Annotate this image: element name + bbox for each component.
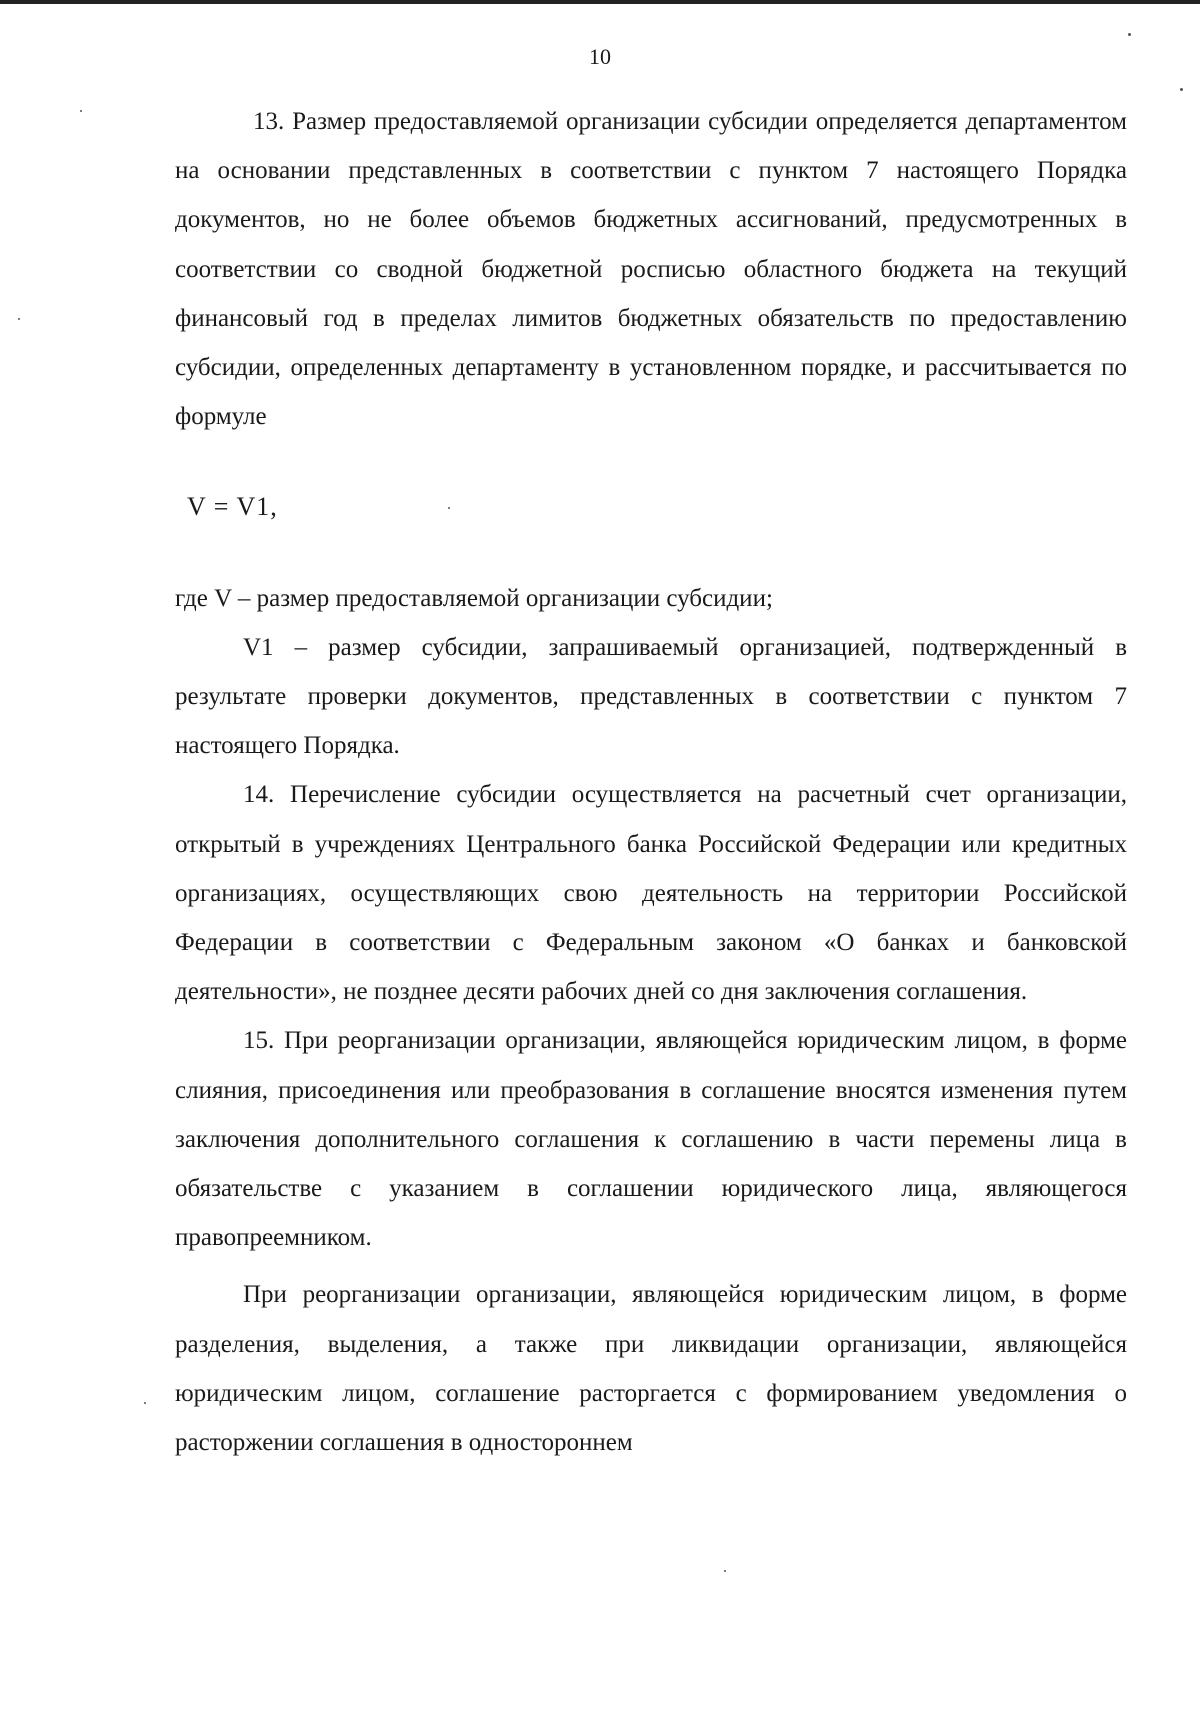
definition-v1: V1 – размер субсидии, запрашиваемый организацией, подтвержденный в результате проверки документов, представленных в соответствии с пунктом 7 настоящего Порядка. (175, 633, 1127, 760)
paragraph-13: 13. Размер предоставляемой организации субсидии определяется департаментом на основании представленных в соответствии с пунктом 7 настоящего Порядка документов, но не более объемов бюджетных ассигнований, предусмотренных в соответствии со сводной бюджетной росписью областного бюджета на текущий финансовый год в пределах лимитов бюджетных обязательств по предоставлению субсидии, определенных департаменту в установленном порядке, и рассчитывается по формуле (175, 108, 1127, 431)
scan-speck (18, 318, 20, 320)
scan-speck (1180, 88, 1183, 91)
paragraph-14: 14. Перечисление субсидии осуществляется на расчетный счет организации, открытый в учреждениях Центрального банка Российской Федерации или кредитных организациях, осуществляющих свою деятельность на территории Российской Федерации в соответствии с Федеральным законом «О банках и банковской деятельности», не позднее десяти рабочих дней со дня заключения соглашения. (175, 781, 1127, 1006)
scan-speck (1128, 33, 1131, 36)
definition-v: где V – размер предоставляемой организации субсидии; (175, 584, 773, 612)
scan-speck (144, 1402, 146, 1404)
formula: V = V1, (187, 492, 278, 522)
paragraph-15-continued: При реорганизации организации, являющейся юридическим лицом, в форме разделения, выделения, а также при ликвидации организации, являющейся юридическим лицом, соглашение расторгается с формированием уведомления о расторжении соглашения в одностороннем (175, 1281, 1127, 1457)
scan-speck (724, 1570, 726, 1572)
scan-speck (448, 507, 450, 509)
paragraph-15: 15. При реорганизации организации, являющейся юридическим лицом, в форме слияния, присоединения или преобразования в соглашение вносятся изменения путем заключения дополнительного соглашения к соглашению в части перемены лица в обязательстве с указанием в соглашении юридического лица, являющегося правопреемником. (175, 1027, 1127, 1252)
scan-top-edge (0, 0, 1200, 4)
document-body (175, 97, 1127, 1467)
scan-speck (80, 110, 82, 112)
page-number: 10 (589, 44, 611, 69)
